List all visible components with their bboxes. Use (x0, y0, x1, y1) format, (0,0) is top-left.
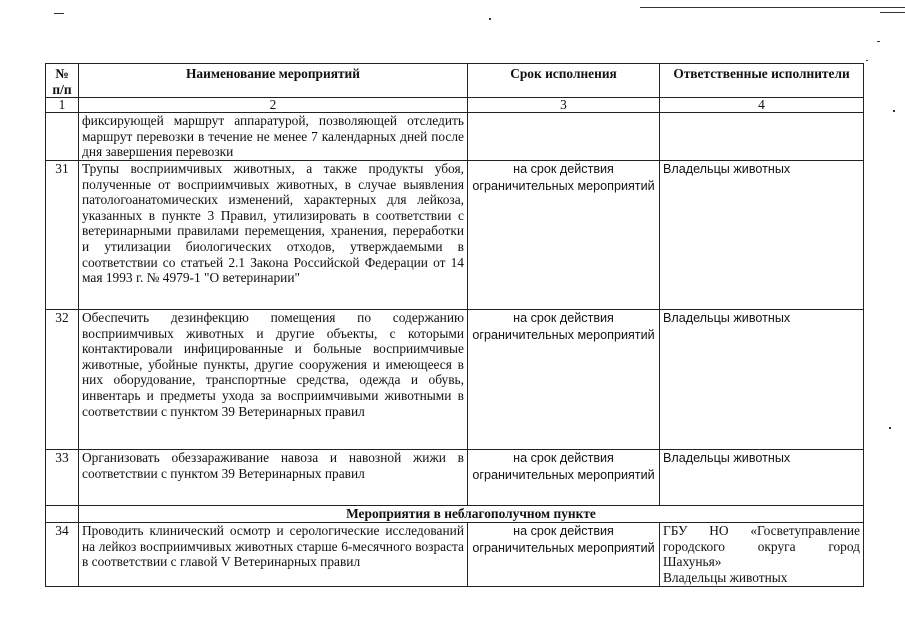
column-number: 4 (660, 98, 864, 113)
row-term: на срок действия ограничительных мероприятий (468, 522, 660, 586)
row-executors: Владельцы животных (660, 309, 864, 449)
table-row (46, 522, 864, 586)
row-executors: Владельцы животных (660, 449, 864, 505)
executor-owners: Владельцы животных (663, 569, 788, 585)
table-row (46, 449, 864, 505)
section-title: Мероприятия в неблагополучном пункте (79, 505, 864, 522)
row-executors: Владельцы животных (660, 160, 864, 309)
section-empty-cell (46, 505, 79, 522)
header-number: № п/п (46, 64, 79, 98)
row-executors (660, 522, 864, 586)
table-header-row (46, 64, 864, 98)
column-number: 3 (468, 98, 660, 113)
measures-table (45, 63, 864, 587)
row-measure-text: Организовать обеззараживание навоза и навозной жижи в соответствии с пунктом 39 Ветеринарных правил (79, 449, 468, 505)
column-number: 1 (46, 98, 79, 113)
table-row (46, 309, 864, 449)
executor-agency: ГБУ НО «Госветуправление городского округа город Шахунья» (663, 522, 860, 570)
row-number: 34 (46, 522, 79, 586)
table-row (46, 113, 864, 161)
header-executors: Ответственные исполнители (660, 64, 864, 98)
column-number-row (46, 98, 864, 113)
row-measure-text: Трупы восприимчивых животных, а также продукты убоя, полученные от восприимчивых животных, в случае выявления патологоанатомических изменений, характерных для лейкоза, указанных в пункте 3 Правил, утилизировать в соответствии с ветеринарными правилами перемещения, хранения, переработки и утилизации биологических отходов, утверждаемыми в соответствии со статьей 2.1 Закона Российской Федерации от 14 мая 1993 г. № 4979-1 "О ветеринарии" (79, 160, 468, 309)
column-number: 2 (79, 98, 468, 113)
table-row (46, 160, 864, 309)
row-executors (660, 113, 864, 161)
row-term (468, 113, 660, 161)
row-measure-text: Проводить клинический осмотр и серологические исследований на лейкоз восприимчивых животных старше 6-месячного возраста в соответствии с главой V Ветеринарных правил (79, 522, 468, 586)
section-header-row (46, 505, 864, 522)
scan-top-edge-line-2 (880, 12, 905, 13)
row-term: на срок действия ограничительных мероприятий (468, 309, 660, 449)
scan-top-edge-line (640, 7, 905, 8)
header-name: Наименование мероприятий (79, 64, 468, 98)
row-term: на срок действия ограничительных мероприятий (468, 160, 660, 309)
row-measure-text: фиксирующей маршрут аппаратурой, позволяющей отследить маршрут перевозки в течение не менее 7 календарных дней после дня завершения перевозки (79, 113, 468, 161)
row-measure-text: Обеспечить дезинфекцию помещения по содержанию восприимчивых животных и другие объекты, с которыми контактировали инфицированные и больные восприимчивые животные, убойные пункты, другие сооружения и имеющееся в них оборудование, транспортные средства, одежда и обувь, инвентарь и предметы ухода за восприимчивыми животными в соответствии с пунктом 39 Ветеринарных правил (79, 309, 468, 449)
header-term: Срок исполнения (468, 64, 660, 98)
row-number (46, 113, 79, 161)
row-number: 33 (46, 449, 79, 505)
row-number: 31 (46, 160, 79, 309)
row-number: 32 (46, 309, 79, 449)
row-term: на срок действия ограничительных мероприятий (468, 449, 660, 505)
